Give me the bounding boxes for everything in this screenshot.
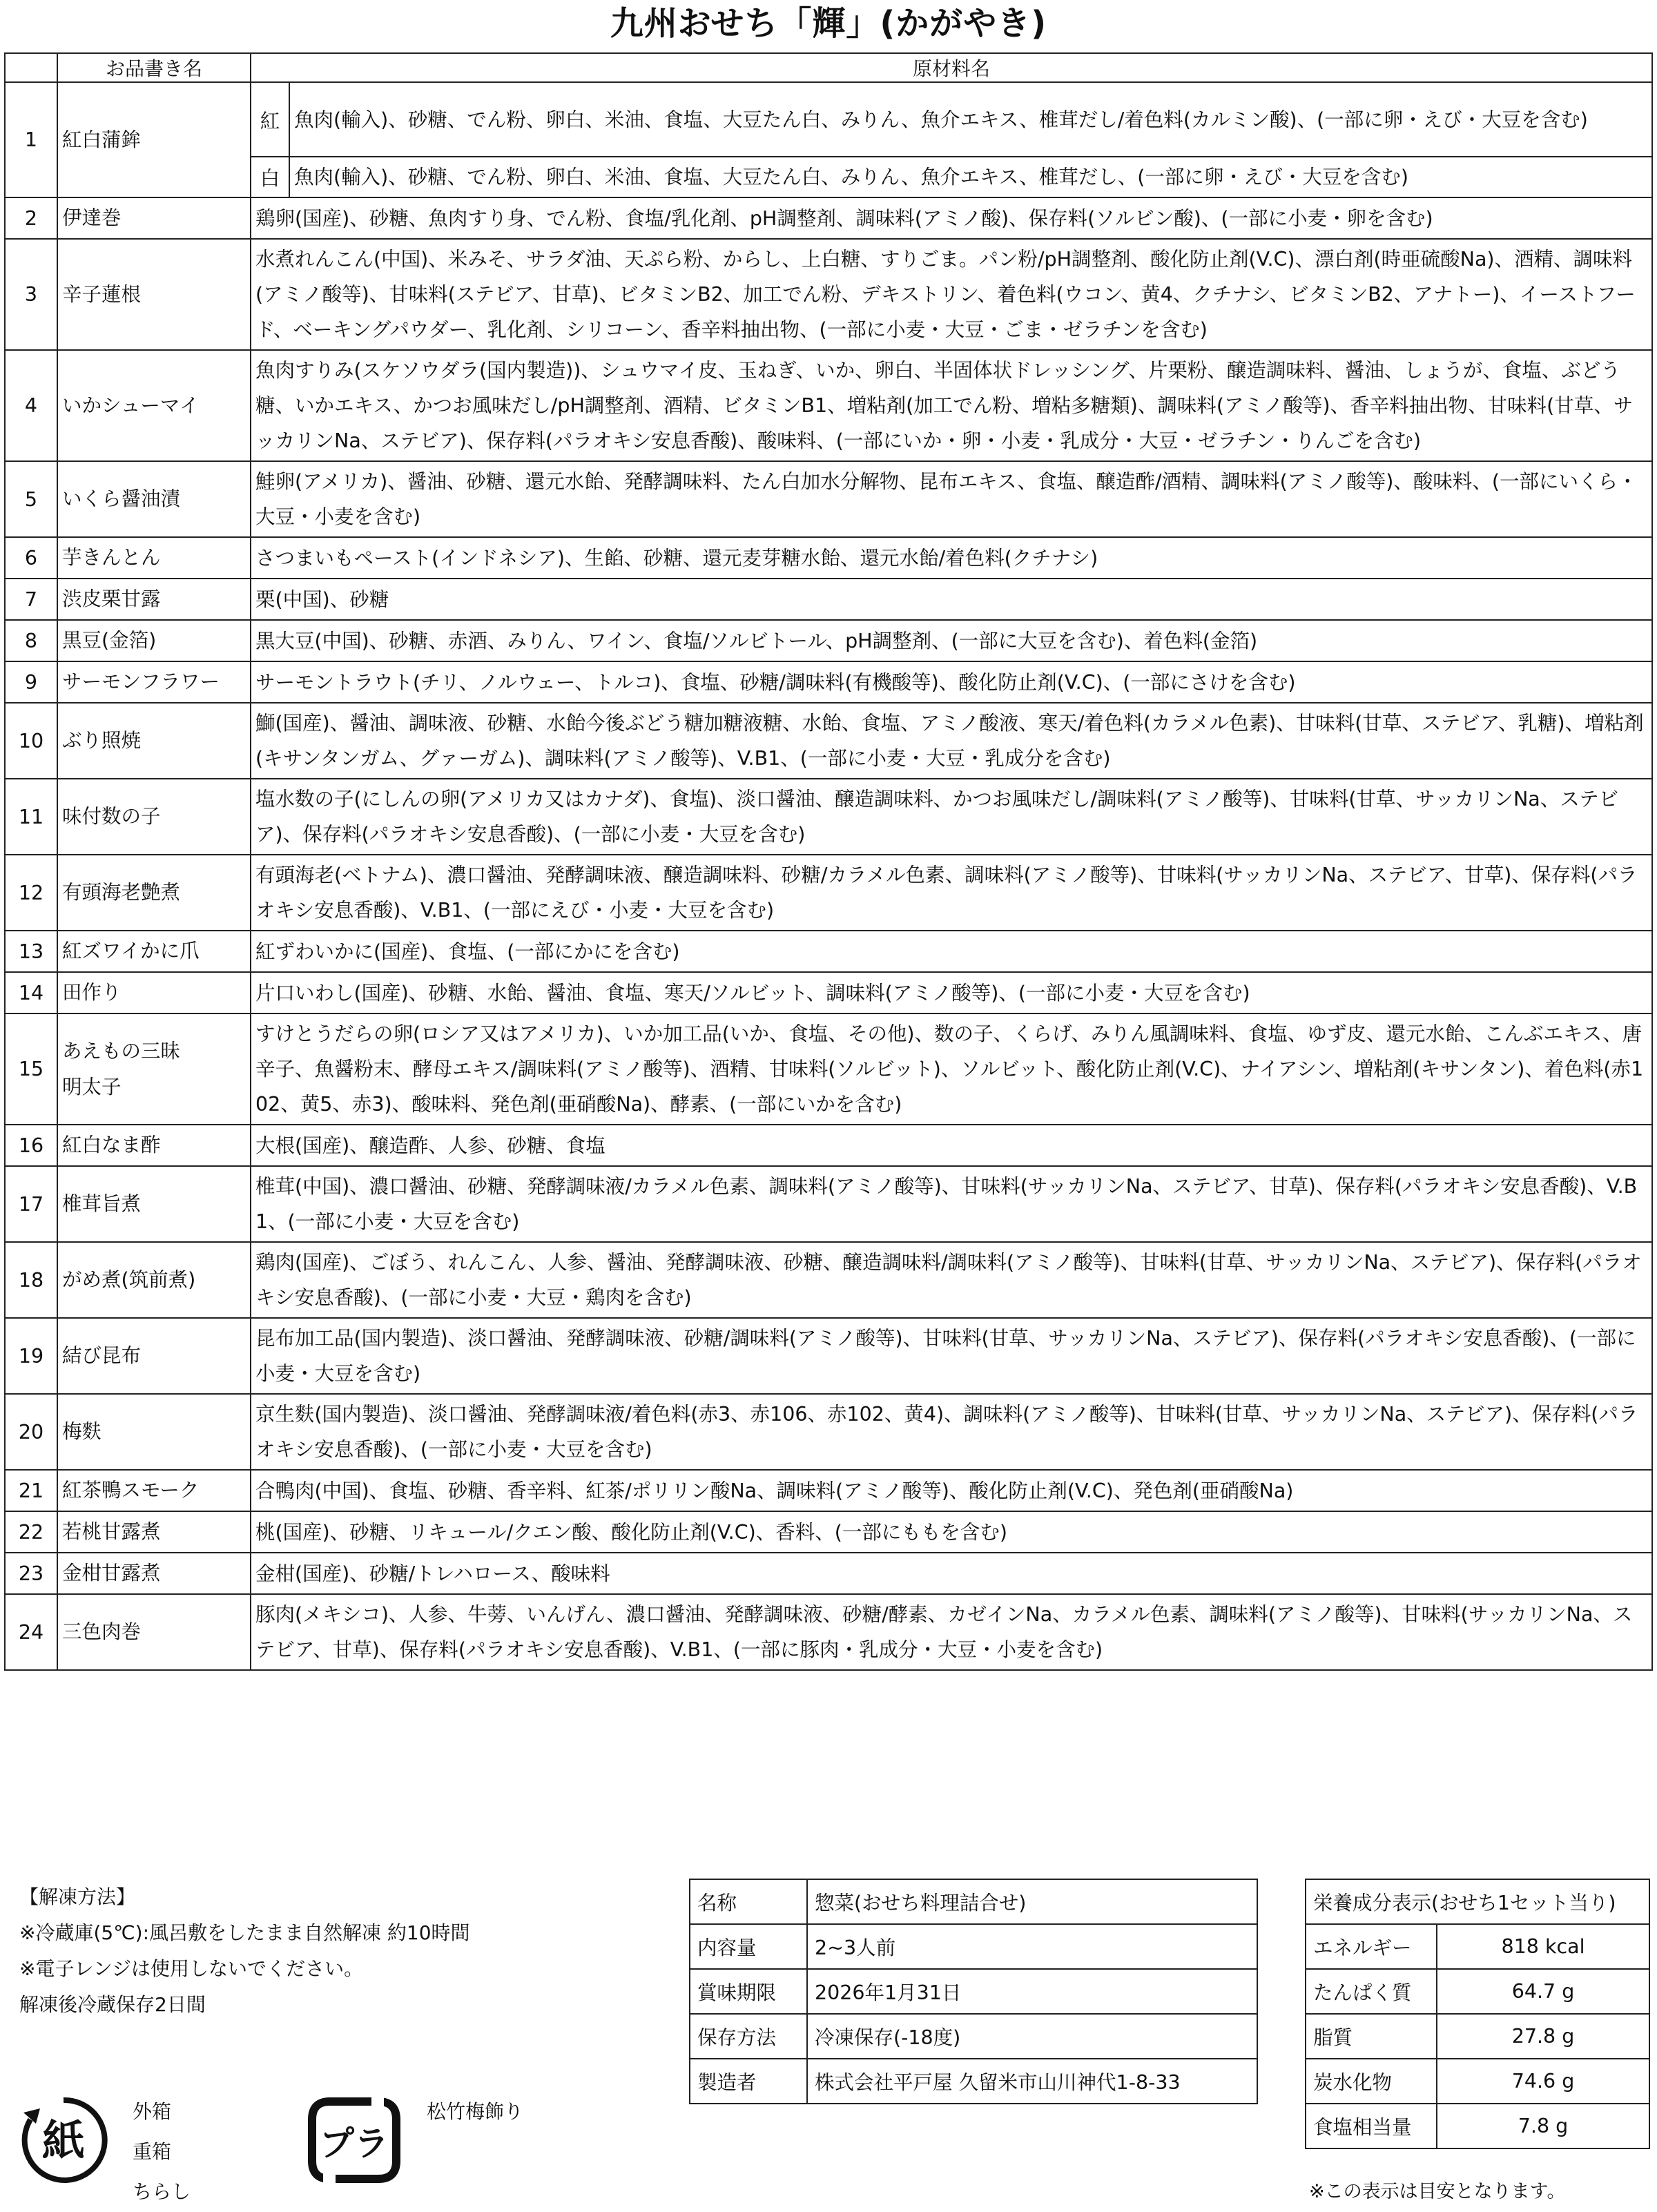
table-row	[5, 1318, 1652, 1394]
item-number: 23	[5, 1553, 57, 1594]
table-row	[1306, 2104, 1649, 2148]
table-row	[690, 1879, 1257, 1924]
item-ingredients: さつまいもペースト(インドネシア)、生餡、砂糖、還元麦芽糖水飴、還元水飴/着色料(クチナシ)	[251, 537, 1652, 579]
item-number: 5	[5, 461, 57, 537]
header-no	[5, 53, 57, 82]
item-number: 24	[5, 1594, 57, 1670]
item-ingredients: 鶏肉(国産)、ごぼう、れんこん、人参、醤油、発酵調味液、砂糖、醸造調味料/調味料(アミノ酸等)、甘味料(甘草、サッカリンNa、ステビア)、保存料(パラオキシ安息香酸)、(一部に小麦・大豆・鶏肉を含む)	[251, 1242, 1652, 1318]
item-number: 4	[5, 350, 57, 461]
paper-item: 外箱	[133, 2100, 172, 2123]
table-row	[5, 620, 1652, 661]
item-name: 黒豆(金箔)	[57, 620, 251, 661]
nutrition-label: 脂質	[1306, 2014, 1437, 2059]
item-name	[57, 1013, 251, 1125]
info-value: 株式会社平戸屋 久留米市山川神代1-8-33	[807, 2059, 1257, 2104]
table-row	[690, 2059, 1257, 2104]
nutrition-note: ※この表示は目安となります。	[1309, 2181, 1566, 2202]
item-name-line: 明太子	[62, 1075, 122, 1098]
table-row	[5, 1553, 1652, 1594]
table-row	[5, 1125, 1652, 1166]
item-name: 紅ズワイかに爪	[57, 931, 251, 972]
item-ingredients: 合鴨肉(中国)、食塩、砂糖、香辛料、紅茶/ポリリン酸Na、調味料(アミノ酸等)、酸化防止剤(V.C)、発色剤(亜硝酸Na)	[251, 1470, 1652, 1511]
item-name: 有頭海老艶煮	[57, 855, 251, 931]
thaw-line: 解凍後冷蔵保存2日間	[19, 1993, 206, 2016]
nutrition-value: 7.8 g	[1437, 2104, 1649, 2148]
item-number: 3	[5, 239, 57, 350]
header-ingredients: 原材料名	[251, 53, 1652, 82]
info-value: 惣菜(おせち料理詰合せ)	[807, 1879, 1257, 1924]
item-name: いかシューマイ	[57, 350, 251, 461]
header-name: お品書き名	[57, 53, 251, 82]
paper-item: 重箱	[133, 2140, 172, 2163]
plastic-item: 松竹梅飾り	[427, 2100, 524, 2123]
item-number: 11	[5, 779, 57, 855]
item-name: 味付数の子	[57, 779, 251, 855]
page-title: 九州おせち「輝」(かがやき)	[610, 4, 1047, 43]
item-name: 伊達巻	[57, 197, 251, 239]
table-row	[5, 157, 1652, 197]
item-name: 田作り	[57, 972, 251, 1013]
item-number: 9	[5, 661, 57, 703]
item-name: 芋きんとん	[57, 537, 251, 579]
item-name: 若桃甘露煮	[57, 1511, 251, 1553]
item-name-line: あえもの三昧	[62, 1039, 181, 1063]
item-ingredients: 鶏卵(国産)、砂糖、魚肉すり身、でん粉、食塩/乳化剤、pH調整剤、調味料(アミノ酸)、保存料(ソルビン酸)、(一部に小麦・卵を含む)	[251, 197, 1652, 239]
nutrition-label: エネルギー	[1306, 1924, 1437, 1969]
item-ingredients: 魚肉(輸入)、砂糖、でん粉、卵白、米油、食塩、大豆たん白、みりん、魚介エキス、椎茸だし/着色料(カルミン酸)、(一部に卵・えび・大豆を含む)	[289, 82, 1652, 157]
nutrition-label: たんぱく質	[1306, 1969, 1437, 2014]
item-name: 結び昆布	[57, 1318, 251, 1394]
table-row	[690, 2014, 1257, 2059]
item-ingredients: 黒大豆(中国)、砂糖、赤酒、みりん、ワイン、食塩/ソルビトール、pH調整剤、(一部に大豆を含む)、着色料(金箔)	[251, 620, 1652, 661]
info-label: 名称	[690, 1879, 807, 1924]
item-ingredients: すけとうだらの卵(ロシア又はアメリカ)、いか加工品(いか、食塩、その他)、数の子、くらげ、みりん風調味料、食塩、ゆず皮、還元水飴、こんぶエキス、唐辛子、魚醤粉末、酵母エキス/調味料(アミノ酸等)、酒精、甘味料(ソルビット)、ソルビット、酸化防止剤(V.C)、ナイアシン、増粘剤(キサンタン)、着色料(赤102、黄5、赤3)、酸味料、発色剤(亜硝酸Na)、酵素、(一部にいかを含む)	[251, 1013, 1652, 1125]
thaw-instructions	[19, 1879, 470, 2023]
item-number: 12	[5, 855, 57, 931]
item-name: 辛子蓮根	[57, 239, 251, 350]
nutrition-value: 818 kcal	[1437, 1924, 1649, 1969]
item-number: 22	[5, 1511, 57, 1553]
table-row	[1306, 2059, 1649, 2104]
info-label: 保存方法	[690, 2014, 807, 2059]
item-number: 14	[5, 972, 57, 1013]
table-row	[5, 1470, 1652, 1511]
item-ingredients: 昆布加工品(国内製造)、淡口醤油、発酵調味液、砂糖/調味料(アミノ酸等)、甘味料(甘草、サッカリンNa、ステビア)、保存料(パラオキシ安息香酸)、(一部に小麦・大豆を含む)	[251, 1318, 1652, 1394]
paper-items	[133, 2092, 191, 2212]
item-name: 紅白蒲鉾	[57, 82, 251, 197]
item-number: 19	[5, 1318, 57, 1394]
table-row	[5, 1511, 1652, 1553]
item-name: 梅麩	[57, 1394, 251, 1470]
info-label: 賞味期限	[690, 1969, 807, 2014]
item-ingredients: 鰤(国産)、醤油、調味液、砂糖、水飴今後ぶどう糖加糖液糖、水飴、食塩、アミノ酸液、寒天/着色料(カラメル色素)、甘味料(甘草、ステビア、乳糖)、増粘剤(キサンタンガム、グァーガム)、調味料(アミノ酸等)、V.B1、(一部に小麦・大豆・乳成分を含む)	[251, 703, 1652, 779]
item-number: 8	[5, 620, 57, 661]
item-name: 三色肉巻	[57, 1594, 251, 1670]
table-row	[5, 197, 1652, 239]
item-ingredients: サーモントラウト(チリ、ノルウェー、トルコ)、食塩、砂糖/調味料(有機酸等)、酸化防止剤(V.C)、(一部にさけを含む)	[251, 661, 1652, 703]
item-ingredients: 魚肉すりみ(スケソウダラ(国内製造))、シュウマイ皮、玉ねぎ、いか、卵白、半固体状ドレッシング、片栗粉、醸造調味料、醤油、しょうが、食塩、ぶどう糖、いかエキス、かつお風味だし/pH調整剤、酒精、ビタミンB1、増粘剤(加工でん粉、増粘多糖類)、調味料(アミノ酸等)、香辛料抽出物、甘味料(甘草、サッカリンNa、ステビア)、保存料(パラオキシ安息香酸)、酸味料、(一部にいか・卵・小麦・乳成分・大豆・ゼラチン・りんごを含む)	[251, 350, 1652, 461]
thaw-line: ※冷蔵庫(5℃):風呂敷をしたまま自然解凍 約10時間	[19, 1921, 470, 1944]
table-row	[5, 661, 1652, 703]
item-name: 渋皮栗甘露	[57, 579, 251, 620]
table-row	[5, 1594, 1652, 1670]
item-ingredients: 桃(国産)、砂糖、リキュール/クエン酸、酸化防止剤(V.C)、香料、(一部にももを含む)	[251, 1511, 1652, 1553]
table-row	[5, 779, 1652, 855]
item-number: 17	[5, 1166, 57, 1242]
table-row	[5, 579, 1652, 620]
table-row	[1306, 1879, 1649, 1924]
item-ingredients: 鮭卵(アメリカ)、醤油、砂糖、還元水飴、発酵調味料、たん白加水分解物、昆布エキス、食塩、醸造酢/酒精、調味料(アミノ酸等)、酸味料、(一部にいくら・大豆・小麦を含む)	[251, 461, 1652, 537]
product-info-table	[689, 1879, 1258, 2104]
item-ingredients: 椎茸(中国)、濃口醤油、砂糖、発酵調味液/カラメル色素、調味料(アミノ酸等)、甘味料(サッカリンNa、ステビア、甘草)、保存料(パラオキシ安息香酸)、V.B1、(一部に小麦・大豆を含む)	[251, 1166, 1652, 1242]
table-row	[5, 239, 1652, 350]
item-ingredients: 栗(中国)、砂糖	[251, 579, 1652, 620]
table-header-row	[5, 53, 1652, 82]
item-name: がめ煮(筑前煮)	[57, 1242, 251, 1318]
thaw-heading: 【解凍方法】	[19, 1885, 136, 1908]
table-row	[1306, 1969, 1649, 2014]
item-name: 椎茸旨煮	[57, 1166, 251, 1242]
plastic-items	[427, 2092, 523, 2132]
paper-recycle-mark-icon	[15, 2092, 112, 2191]
subrow-label: 紅	[251, 82, 289, 157]
table-row	[5, 461, 1652, 537]
item-ingredients: 紅ずわいかに(国産)、食塩、(一部にかにを含む)	[251, 931, 1652, 972]
table-row	[5, 1013, 1652, 1125]
item-number: 15	[5, 1013, 57, 1125]
table-row	[1306, 2014, 1649, 2059]
info-value: 2~3人前	[807, 1924, 1257, 1969]
paper-item: ちらし	[133, 2180, 191, 2203]
item-ingredients: 塩水数の子(にしんの卵(アメリカ又はカナダ)、食塩)、淡口醤油、醸造調味料、かつお風味だし/調味料(アミノ酸等)、甘味料(甘草、サッカリンNa、ステビア)、保存料(パラオキシ安息香酸)、(一部に小麦・大豆を含む)	[251, 779, 1652, 855]
item-number: 1	[5, 82, 57, 197]
item-name: いくら醤油漬	[57, 461, 251, 537]
table-row	[5, 972, 1652, 1013]
table-row	[5, 703, 1652, 779]
info-value: 冷凍保存(-18度)	[807, 2014, 1257, 2059]
item-name: 金柑甘露煮	[57, 1553, 251, 1594]
item-number: 7	[5, 579, 57, 620]
nutrition-value: 64.7 g	[1437, 1969, 1649, 2014]
item-number: 21	[5, 1470, 57, 1511]
table-row	[5, 1166, 1652, 1242]
plastic-mark-text: プラ	[320, 2124, 389, 2164]
paper-mark-text: 紙	[41, 2115, 86, 2166]
table-row	[5, 931, 1652, 972]
item-ingredients: 豚肉(メキシコ)、人参、牛蒡、いんげん、濃口醤油、発酵調味液、砂糖/酵素、カゼインNa、カラメル色素、調味料(アミノ酸等)、甘味料(サッカリンNa、ステビア、甘草)、保存料(パラオキシ安息香酸)、V.B1、(一部に豚肉・乳成分・大豆・小麦を含む)	[251, 1594, 1652, 1670]
nutrition-heading: 栄養成分表示(おせち1セット当り)	[1306, 1879, 1649, 1924]
item-number: 13	[5, 931, 57, 972]
table-row	[1306, 1924, 1649, 1969]
item-number: 10	[5, 703, 57, 779]
nutrition-value: 27.8 g	[1437, 2014, 1649, 2059]
table-row	[5, 855, 1652, 931]
item-ingredients: 京生麩(国内製造)、淡口醤油、発酵調味液/着色料(赤3、赤106、赤102、黄4)、調味料(アミノ酸等)、甘味料(甘草、サッカリンNa、ステビア)、保存料(パラオキシ安息香酸)、(一部に小麦・大豆を含む)	[251, 1394, 1652, 1470]
item-ingredients: 片口いわし(国産)、砂糖、水飴、醤油、食塩、寒天/ソルビット、調味料(アミノ酸等)、(一部に小麦・大豆を含む)	[251, 972, 1652, 1013]
item-number: 20	[5, 1394, 57, 1470]
nutrition-label: 食塩相当量	[1306, 2104, 1437, 2148]
item-name: ぶり照焼	[57, 703, 251, 779]
item-ingredients: 金柑(国産)、砂糖/トレハロース、酸味料	[251, 1553, 1652, 1594]
nutrition-label: 炭水化物	[1306, 2059, 1437, 2104]
item-number: 16	[5, 1125, 57, 1166]
item-number: 2	[5, 197, 57, 239]
item-ingredients: 大根(国産)、醸造酢、人参、砂糖、食塩	[251, 1125, 1652, 1166]
table-row	[5, 1242, 1652, 1318]
item-name: 紅白なま酢	[57, 1125, 251, 1166]
plastic-recycle-mark-icon	[302, 2092, 406, 2191]
ingredients-table	[4, 52, 1653, 1671]
info-label: 内容量	[690, 1924, 807, 1969]
table-row	[5, 350, 1652, 461]
thaw-line: ※電子レンジは使用しないでください。	[19, 1957, 364, 1980]
item-ingredients: 水煮れんこん(中国)、米みそ、サラダ油、天ぷら粉、からし、上白糖、すりごま。パン粉/pH調整剤、酸化防止剤(V.C)、漂白剤(時亜硫酸Na)、酒精、調味料(アミノ酸等)、甘味料(ステビア、甘草)、ビタミンB2、加工でん粉、デキストリン、着色料(ウコン、黄4、クチナシ、ビタミンB2、アナトー)、イーストフード、ベーキングパウダー、乳化剤、シリコーン、香辛料抽出物、(一部に小麦・大豆・ごま・ゼラチンを含む)	[251, 239, 1652, 350]
nutrition-value: 74.6 g	[1437, 2059, 1649, 2104]
item-name: 紅茶鴨スモーク	[57, 1470, 251, 1511]
subrow-label: 白	[251, 157, 289, 197]
table-row	[5, 82, 1652, 157]
item-number: 18	[5, 1242, 57, 1318]
item-ingredients: 魚肉(輸入)、砂糖、でん粉、卵白、米油、食塩、大豆たん白、みりん、魚介エキス、椎茸だし、(一部に卵・えび・大豆を含む)	[289, 157, 1652, 197]
item-name: サーモンフラワー	[57, 661, 251, 703]
table-row	[5, 1394, 1652, 1470]
nutrition-table	[1305, 1879, 1650, 2149]
item-ingredients: 有頭海老(ベトナム)、濃口醤油、発酵調味液、醸造調味料、砂糖/カラメル色素、調味料(アミノ酸等)、甘味料(サッカリンNa、ステビア、甘草)、保存料(パラオキシ安息香酸)、V.B1、(一部にえび・小麦・大豆を含む)	[251, 855, 1652, 931]
table-row	[690, 1924, 1257, 1969]
info-label: 製造者	[690, 2059, 807, 2104]
table-row	[5, 537, 1652, 579]
info-value: 2026年1月31日	[807, 1969, 1257, 2014]
item-number: 6	[5, 537, 57, 579]
table-row	[690, 1969, 1257, 2014]
